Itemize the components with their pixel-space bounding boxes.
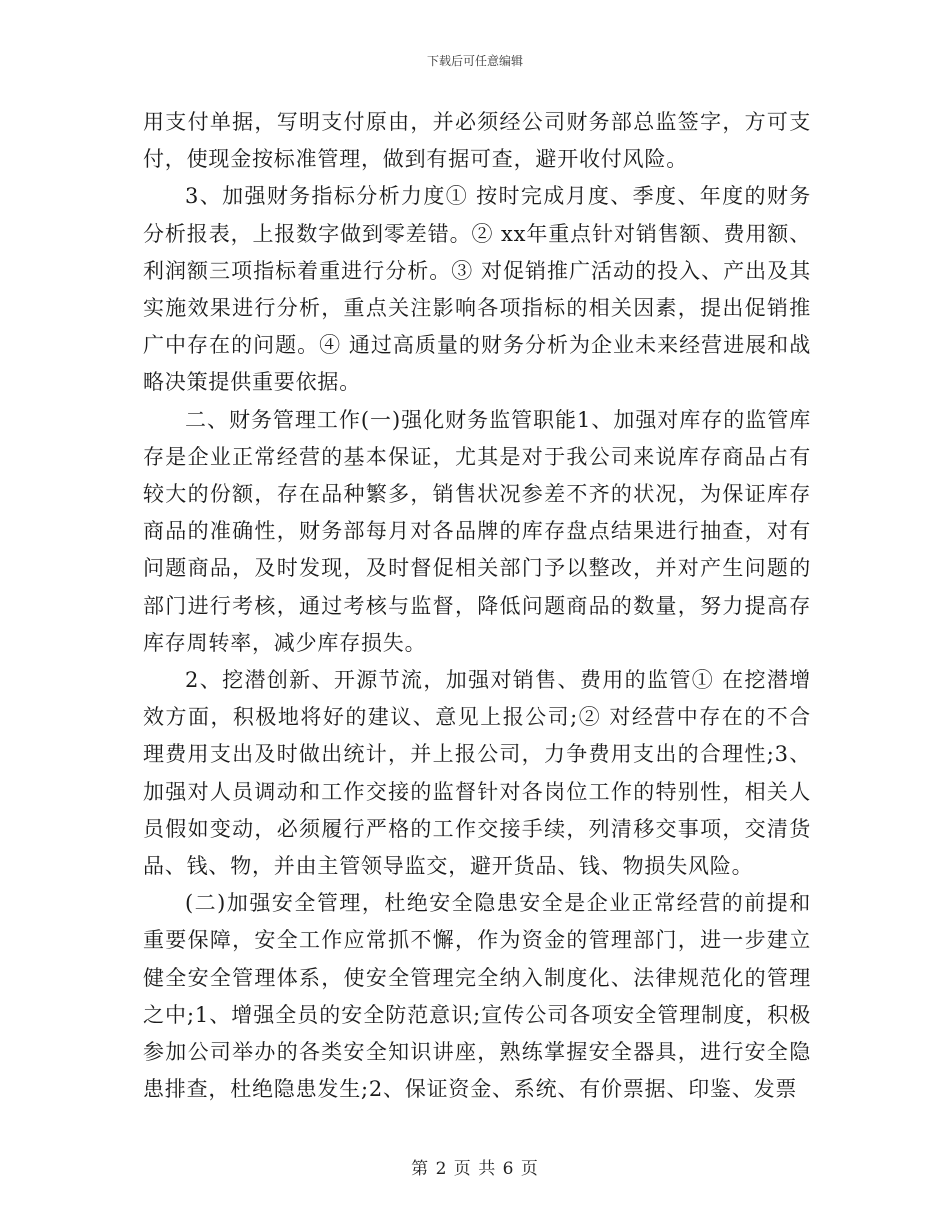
page-number: 第 2 页 共 6 页 xyxy=(411,1159,539,1179)
document-body xyxy=(143,104,811,1108)
paragraph-cost-control: 2、挖潜创新、开源节流，加强对销售、费用的监管① 在挖潜增效方面，积极地将好的建议、意见上报公司;② 对经营中存在的不合理费用支出及时做出统计，并上报公司，力争费用支出的合理性;3、加强对人员调动和工作交接的监督针对各岗位工作的特别性，相关人员假如变动，必须履行严格的工作交接手续，列清移交事项，交清货品、钱、物，并由主管领导监交，避开货品、钱、物损失风险。 xyxy=(143,668,811,879)
page-header: 下载后可任意编辑 xyxy=(426,54,523,68)
paragraph-financial-analysis: 3、加强财务指标分析力度① 按时完成月度、季度、年度的财务分析报表，上报数字做到零差错。② xx年重点针对销售额、费用额、利润额三项指标着重进行分析。③ 对促销推广活动的投入、产出及其实施效果进行分析，重点关注影响各项指标的相关因素，提出促销推广中存在的问题。④ 通过高质量的财务分析为企业未来经营进展和战略决策提供重要依据。 xyxy=(143,184,811,395)
paragraph-financial-management: 二、财务管理工作(一)强化财务监管职能1、加强对库存的监管库存是企业正常经营的基本保证，尤其是对于我公司来说库存商品占有较大的份额，存在品种繁多，销售状况参差不齐的状况，为保证库存商品的准确性，财务部每月对各品牌的库存盘点结果进行抽查，对有问题商品，及时发现，及时督促相关部门予以整改，并对产生问题的部门进行考核，通过考核与监督，降低问题商品的数量，努力提高存库存周转率，减少库存损失。 xyxy=(143,407,811,655)
paragraph-continuation: 用支付单据，写明支付原由，并必须经公司财务部总监签字，方可支付，使现金按标准管理，做到有据可查，避开收付风险。 xyxy=(143,110,811,172)
paragraph-safety-management: (二)加强安全管理，杜绝安全隐患安全是企业正常经营的前提和重要保障，安全工作应常抓不懈，作为资金的管理部门，进一步建立健全安全管理体系，使安全管理完全纳入制度化、法律规范化的管理之中;1、增强全员的安全防范意识;宣传公司各项安全管理制度，积极参加公司举办的各类安全知识讲座，熟练掌握安全器具，进行安全隐患排查，杜绝隐患发生;2、保证资金、系统、有价票据、印鉴、发票 xyxy=(143,891,811,1102)
